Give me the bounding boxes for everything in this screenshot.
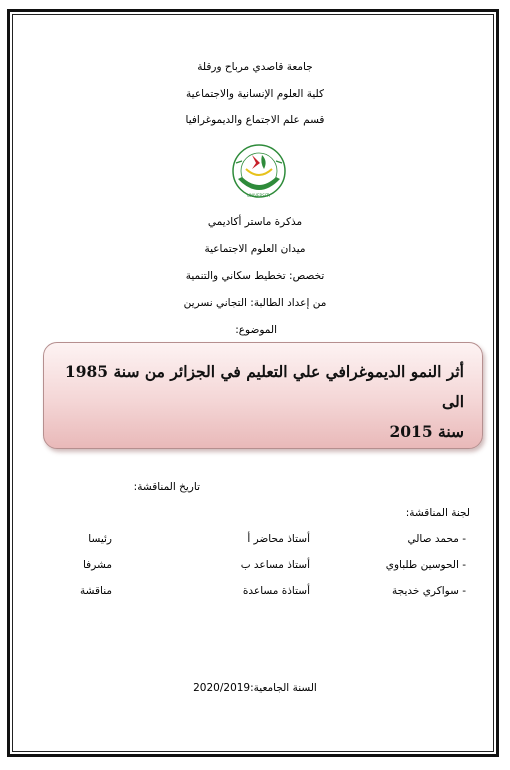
faculty-name: كلية العلوم الإنسانية والاجتماعية: [186, 88, 324, 100]
specialty: تخصص: تخطيط سكاني والتنمية: [185, 270, 325, 282]
subject-label: الموضوع:: [235, 324, 277, 336]
student-name: من إعداد الطالبة: التجاني نسرين: [183, 297, 327, 309]
university-name: جامعة قاصدي مرباح ورقلة: [197, 61, 313, 73]
thesis-title-line-1: أثر النمو الديموغرافي علي التعليم في الجزائر من سنة 1985 الى: [64, 362, 464, 411]
thesis-title-line-2: سنة 2015: [389, 422, 464, 441]
member-rank: أستاذة مساعدة: [242, 585, 310, 597]
member-rank: أستاذ مساعد ب: [240, 559, 310, 571]
defense-date-label: تاريخ المناقشة:: [133, 481, 200, 493]
member-name: - محمد صالي: [407, 533, 466, 545]
member-role: مناقشة: [79, 585, 112, 597]
thesis-title: [64, 357, 464, 447]
member-rank: أستاذ محاضر أ: [247, 533, 310, 545]
svg-text:UNIVERSITY: UNIVERSITY: [247, 193, 271, 198]
field-name: ميدان العلوم الاجتماعية: [204, 243, 306, 255]
member-role: رئيسا: [88, 533, 112, 545]
department-name: قسم علم الاجتماع والديموغرافيا: [185, 114, 325, 126]
member-role: مشرفا: [82, 559, 112, 571]
thesis-type: مذكرة ماستر أكاديمي: [207, 216, 303, 228]
member-name: - الحوسين طلباوي: [385, 559, 466, 571]
title-box: [43, 342, 483, 449]
academic-year: السنة الجامعية:2020/2019: [193, 682, 317, 694]
committee-label: لجنة المناقشة:: [405, 507, 470, 519]
member-name: - سواكري خديجة: [392, 585, 466, 597]
university-seal-icon: [224, 139, 294, 201]
